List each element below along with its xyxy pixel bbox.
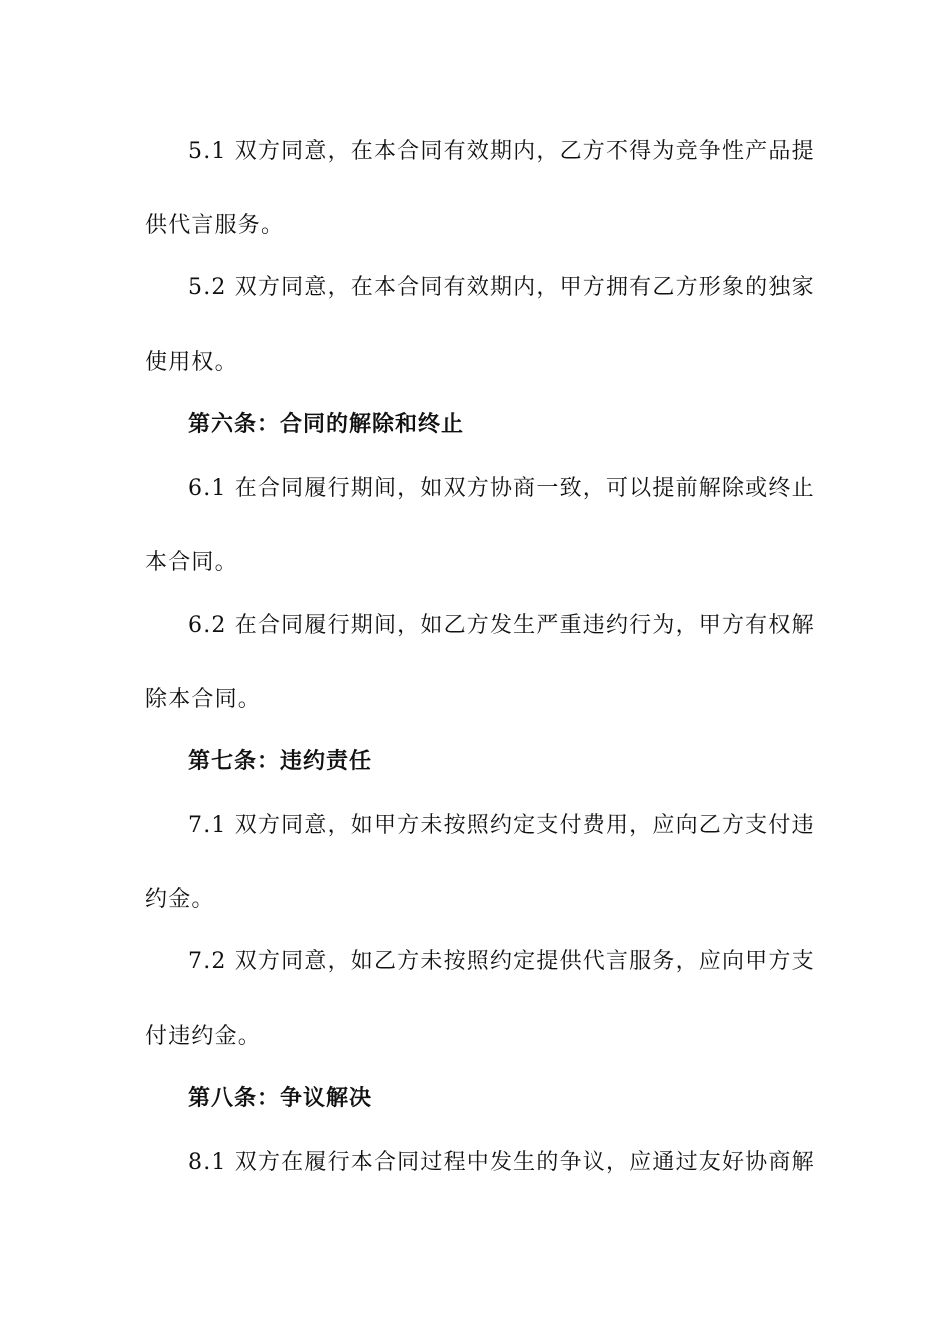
section-heading-8: 第八条：争议解决 (188, 1086, 373, 1111)
clause-6-1-line-2: 本合同。 (145, 550, 238, 575)
section-heading-7: 第七条：违约责任 (188, 749, 373, 774)
clause-6-2-line-1: 6.2 在合同履行期间，如乙方发生严重违约行为，甲方有权解 (188, 613, 815, 638)
clause-7-1-line-1: 7.1 双方同意，如甲方未按照约定支付费用，应向乙方支付违 (188, 813, 815, 838)
clause-5-1-line-1: 5.1 双方同意，在本合同有效期内，乙方不得为竞争性产品提 (188, 139, 815, 164)
clause-6-1-line-1: 6.1 在合同履行期间，如双方协商一致，可以提前解除或终止 (188, 476, 815, 501)
section-heading-6: 第六条：合同的解除和终止 (188, 412, 465, 437)
clause-5-1-line-2: 供代言服务。 (145, 213, 285, 238)
clause-6-2-line-2: 除本合同。 (145, 687, 262, 712)
clause-7-1-line-2: 约金。 (145, 887, 215, 912)
clause-8-1-line-1: 8.1 双方在履行本合同过程中发生的争议，应通过友好协商解 (188, 1150, 815, 1175)
clause-5-2-line-1: 5.2 双方同意，在本合同有效期内，甲方拥有乙方形象的独家 (188, 275, 815, 300)
clause-7-2-line-2: 付违约金。 (145, 1024, 262, 1049)
clause-5-2-line-2: 使用权。 (145, 350, 238, 375)
clause-7-2-line-1: 7.2 双方同意，如乙方未按照约定提供代言服务，应向甲方支 (188, 949, 815, 974)
